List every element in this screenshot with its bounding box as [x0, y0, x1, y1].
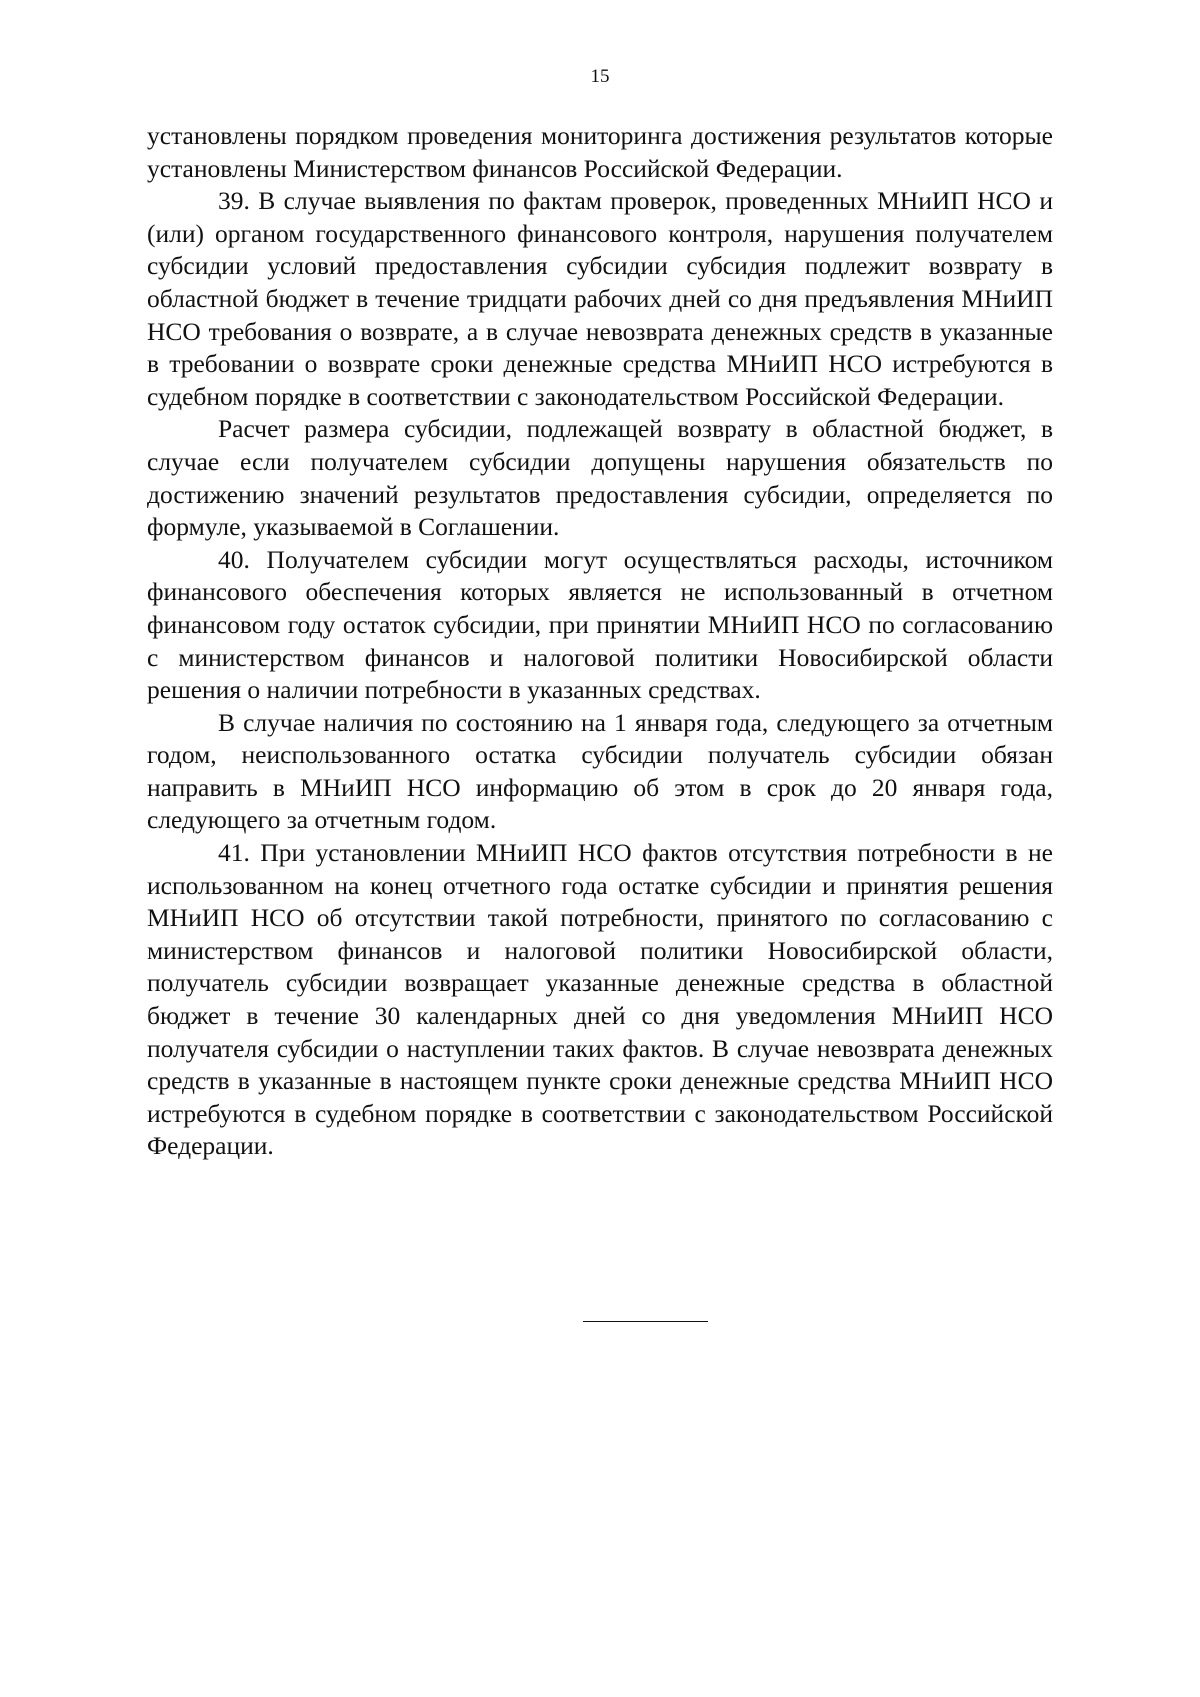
- paragraph-refund-calculation: Расчет размера субсидии, подлежащей возврату в областной бюджет, в случае если получателем субсидии допущены нарушения обязательств по достижению значений результатов предоставления субсидии, определяется по формуле, указываемой в Соглашении.: [147, 414, 1053, 542]
- end-of-document-rule: [583, 1321, 708, 1322]
- paragraph-clause-40: 40. Получателем субсидии могут осуществляться расходы, источником финансового обеспечения которых является не использованный в отчетном финансовом году остаток субсидии, при принятии МНиИП НСО по согласованию с министерством финансов и налоговой политики Новосибирской области решения о наличии потребности в указанных средствах.: [147, 544, 1053, 705]
- page-number: 15: [590, 66, 610, 87]
- paragraph-unused-balance: В случае наличия по состоянию на 1 января года, следующего за отчетным годом, неиспользованного остатка субсидии получатель субсидии обязан направить в МНиИП НСО информацию об этом в срок до 20 января года, следующего за отчетным годом.: [147, 707, 1053, 835]
- paragraph-continuation: установлены порядком проведения мониторинга достижения результатов которые установлены Министерством финансов Российской Федерации.: [147, 121, 1053, 183]
- paragraph-clause-41: 41. При установлении МНиИП НСО фактов отсутствия потребности в не использованном на конец отчетного года остатке субсидии и принятия решения МНиИП НСО об отсутствии такой потребности, принятого по согласованию с министерством финансов и налоговой политики Новосибирской области, получатель субсидии возвращает указанные денежные средства в областной бюджет в течение 30 календарных дней со дня уведомления МНиИП НСО получателя субсидии о наступлении таких фактов. В случае невозврата денежных средств в указанные в настоящем пункте сроки денежные средства МНиИП НСО истребуются в судебном порядке в соответствии с законодательством Российской Федерации.: [147, 838, 1053, 1161]
- paragraph-clause-39: 39. В случае выявления по фактам проверок, проведенных МНиИП НСО и (или) органом государственного финансового контроля, нарушения получателем субсидии условий предоставления субсидии субсидия подлежит возврату в областной бюджет в течение тридцати рабочих дней со дня предъявления МНиИП НСО требования о возврате, а в случае невозврата денежных средств в указанные в требовании о возврате сроки денежные средства МНиИП НСО истребуются в судебном порядке в соответствии с законодательством Российской Федерации.: [147, 186, 1053, 411]
- document-body: [147, 120, 1053, 1163]
